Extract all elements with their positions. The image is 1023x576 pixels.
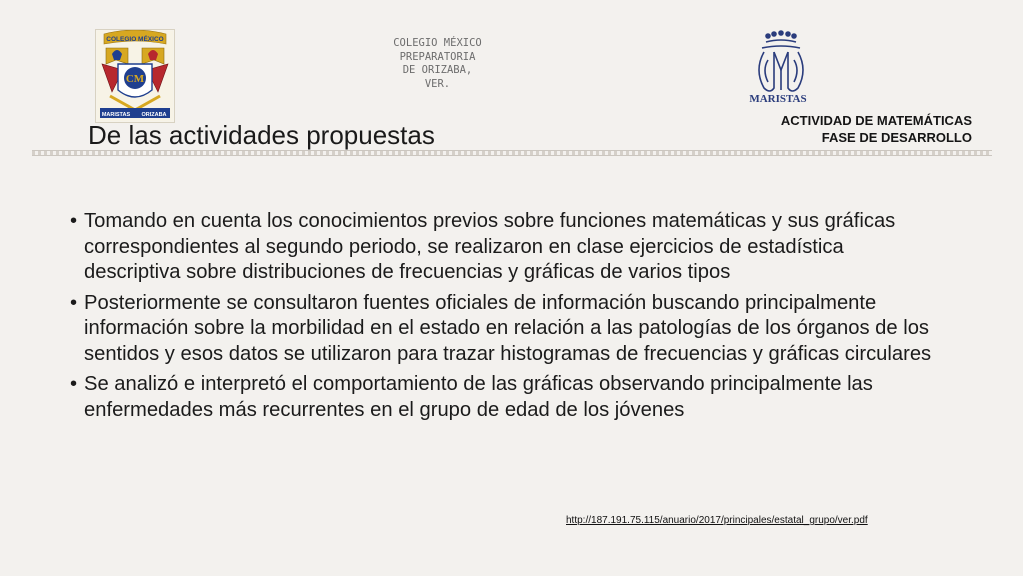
crest-icon	[96, 30, 174, 122]
title-divider	[32, 150, 992, 156]
maristas-wordmark: MARISTAS	[749, 93, 807, 105]
crest-bottom-right-text: ORIZABA	[141, 112, 167, 118]
colegio-mexico-crest-logo	[95, 29, 175, 123]
activity-title-line: FASE DE DESARROLLO	[821, 130, 972, 145]
bullet-item	[70, 291, 940, 368]
school-name	[370, 37, 505, 91]
bullet-list	[70, 209, 940, 428]
activity-title	[740, 112, 972, 146]
maristas-logo	[744, 30, 818, 106]
source-link[interactable]: http://187.191.75.115/anuario/2017/principales/estatal_grupo/ver.pdf	[566, 515, 868, 526]
bullet-dot-icon: •	[70, 210, 78, 232]
bullet-text: Se analizó e interpretó el comportamiento de las gráficas observando principalmente las enfermedades más recurrentes en el grupo de edad de los jóvenes	[84, 373, 873, 421]
school-name-line: COLEGIO MÉXICO	[393, 37, 482, 49]
bullet-text: Posteriormente se consultaron fuentes oficiales de información buscando principalmente información sobre la morbilidad en el estado en relación a las patologías de los órganos de los sentidos y esos datos se utilizaron para trazar histogramas de frecuencias y gráficas circulares	[84, 291, 932, 365]
slide-title: De las actividades propuestas	[88, 120, 435, 150]
crest-top-text: COLEGIO MÉXICO	[106, 36, 164, 43]
bullet-item	[70, 209, 940, 286]
school-name-line: PREPARATORIA	[399, 50, 476, 63]
crest-bottom-left-text: MARISTAS	[101, 112, 131, 118]
bullet-item	[70, 372, 940, 423]
bullet-text: Tomando en cuenta los conocimientos previos sobre funciones matemáticas y sus gráficas correspondientes al segundo periodo, se realizaron en clase ejercicios de estadística descriptiva sobre distribuciones de frecuencias y gráficas de varios tipos	[84, 210, 896, 283]
crest-monogram: CM	[125, 73, 145, 85]
school-name-line: DE ORIZABA,	[402, 64, 473, 76]
maristas-monogram-icon	[744, 30, 818, 106]
bullet-dot-icon: •	[70, 373, 78, 395]
activity-title-line: ACTIVIDAD DE MATEMÁTICAS	[780, 113, 972, 128]
bullet-dot-icon: •	[70, 291, 78, 314]
school-name-line: VER.	[424, 77, 451, 90]
